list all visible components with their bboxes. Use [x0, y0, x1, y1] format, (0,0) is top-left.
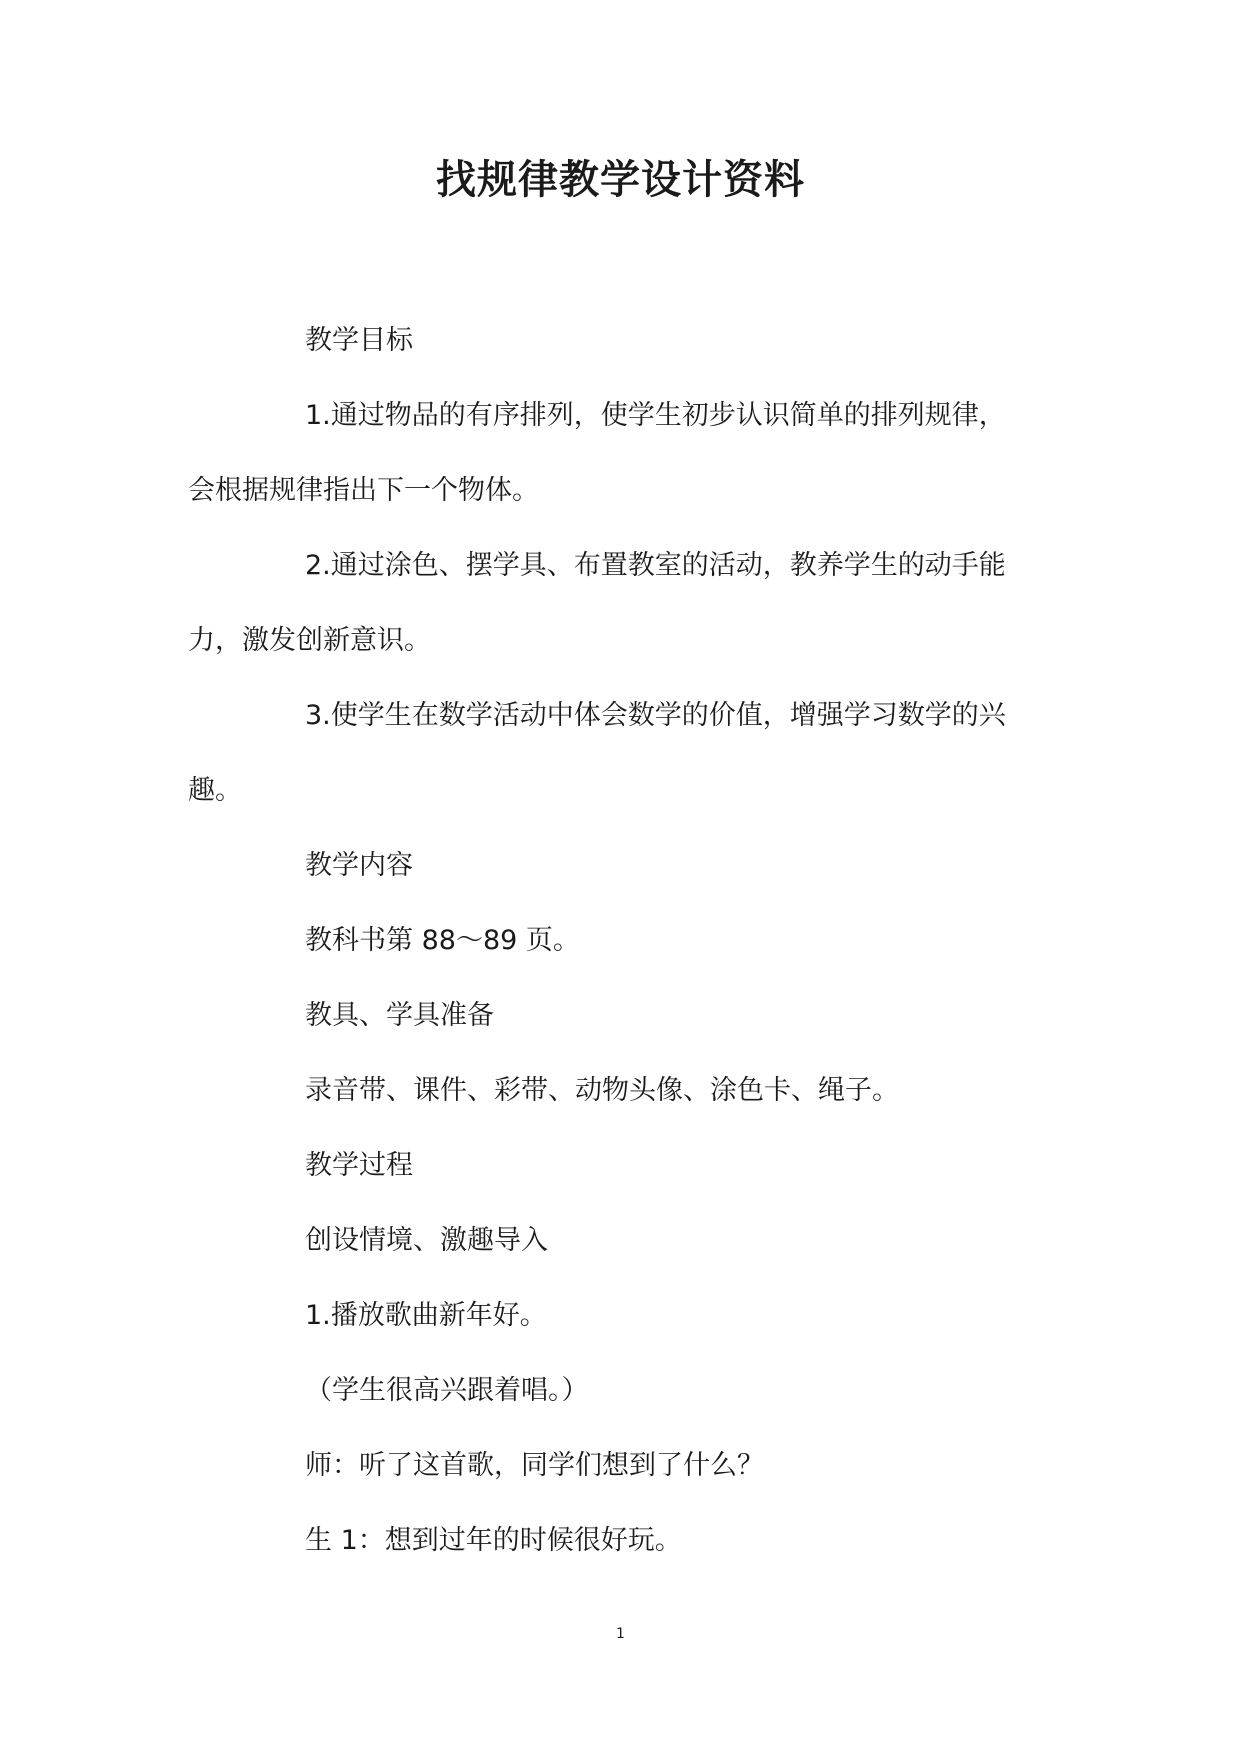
- paragraph-line: （学生很高兴跟着唱。）: [305, 1375, 589, 1406]
- paragraph-line: 教学目标: [305, 325, 413, 356]
- paragraph-student-reaction: [188, 1372, 1058, 1409]
- document-body: [188, 322, 1058, 1597]
- paragraph-heading-materials: [188, 997, 1058, 1034]
- paragraph-line: 生 1：想到过年的时候很好玩。: [305, 1525, 682, 1556]
- paragraph-textbook-pages: [188, 922, 1058, 959]
- paragraph-line-continued: 会根据规律指出下一个物体。: [188, 475, 539, 506]
- paragraph-objective-2: [188, 547, 1058, 659]
- paragraph-objective-3: [188, 697, 1058, 809]
- paragraph-line: 1.通过物品的有序排列，使学生初步认识简单的排列规律，: [305, 400, 1006, 431]
- paragraph-line: 录音带、课件、彩带、动物头像、涂色卡、绳子。: [305, 1075, 899, 1106]
- paragraph-line: 创设情境、激趣导入: [305, 1225, 548, 1256]
- paragraph-line: 教具、学具准备: [305, 1000, 494, 1031]
- paragraph-teacher-question: [188, 1447, 1058, 1484]
- paragraph-heading-intro: [188, 1222, 1058, 1259]
- paragraph-heading-objectives: [188, 322, 1058, 359]
- paragraph-heading-content: [188, 847, 1058, 884]
- paragraph-line-continued: 趣。: [188, 775, 242, 806]
- paragraph-line-continued: 力，激发创新意识。: [188, 625, 431, 656]
- paragraph-line: 2.通过涂色、摆学具、布置教室的活动，教养学生的动手能: [305, 550, 1006, 581]
- paragraph-line: 教学内容: [305, 850, 413, 881]
- paragraph-line: 教学过程: [305, 1150, 413, 1181]
- paragraph-student-answer: [188, 1522, 1058, 1559]
- paragraph-heading-process: [188, 1147, 1058, 1184]
- paragraph-materials-list: [188, 1072, 1058, 1109]
- page-number: 1: [616, 1626, 625, 1642]
- paragraph-line: 3.使学生在数学活动中体会数学的价值，增强学习数学的兴: [305, 700, 1006, 731]
- paragraph-objective-1: [188, 397, 1058, 509]
- paragraph-line: 师：听了这首歌，同学们想到了什么？: [305, 1450, 764, 1481]
- paragraph-line: 教科书第 88～89 页。: [305, 925, 580, 956]
- paragraph-line: 1.播放歌曲新年好。: [305, 1300, 547, 1331]
- paragraph-step-1: [188, 1297, 1058, 1334]
- document-title: 找规律教学设计资料: [436, 157, 805, 203]
